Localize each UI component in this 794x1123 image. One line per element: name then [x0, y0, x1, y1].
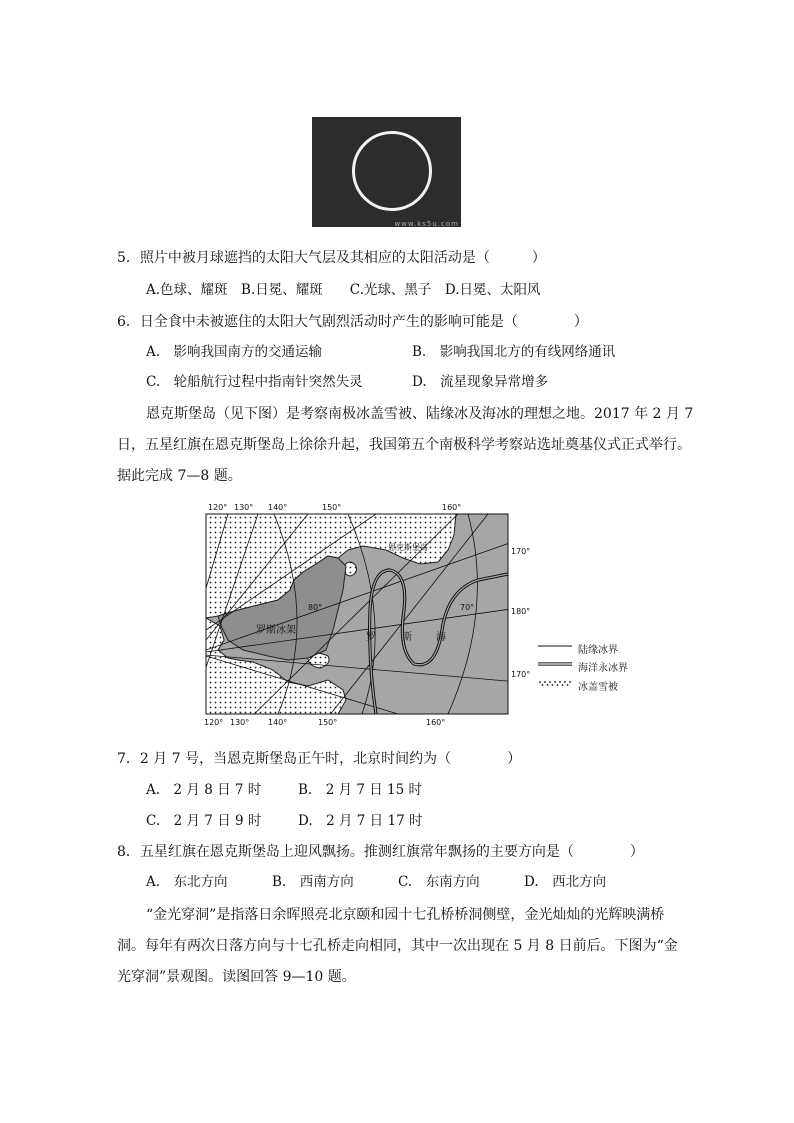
- q6-option-b: B. 影响我国北方的有线网络通讯: [412, 344, 616, 360]
- top-label-1: 120°: [208, 503, 228, 512]
- q6-stem: 6．日全食中未被遮住的太阳大气剧烈活动时产生的影响可能是（ ）: [117, 314, 588, 330]
- top-label-4: 150°: [322, 503, 342, 512]
- q8-option-c: C. 东南方向: [398, 874, 480, 890]
- top-label-5: 160°: [442, 503, 462, 512]
- ice-shelf-label: 罗斯冰架: [256, 625, 296, 636]
- q7-option-b: B. 2 月 7 日 15 时: [298, 782, 423, 798]
- q7-option-d: D. 2 月 7 日 17 时: [298, 813, 423, 829]
- sea-label-1: 罗: [366, 632, 376, 643]
- q8-option-a: A. 东北方向: [146, 874, 228, 890]
- top-label-3: 140°: [268, 503, 288, 512]
- q7-stem: 7．2 月 7 号，当恩克斯堡岛正午时，北京时间约为（ ）: [117, 751, 522, 767]
- q8-stem: 8．五星红旗在恩克斯堡岛上迎风飘扬。推测红旗常年飘扬的主要方向是（ ）: [117, 844, 644, 860]
- q5-stem: 5．照片中被月球遮挡的太阳大气层及其相应的太阳活动是（ ）: [117, 250, 546, 266]
- bottom-label-1: 120°: [204, 718, 224, 727]
- right-label-1: 170°: [511, 547, 530, 556]
- legend-permanent-ice: 海洋永冰界: [578, 663, 628, 674]
- top-label-2: 130°: [234, 503, 254, 512]
- intro910-line3: 光穿洞”景观图。读图回答 9—10 题。: [117, 969, 356, 985]
- q5-options: A.色球、耀斑 B.日冕、耀斑 C.光球、黑子 D.日冕、太阳风: [146, 282, 541, 298]
- island-label: 恩克斯堡岛: [388, 543, 428, 552]
- q8-option-b: B. 西南方向: [272, 874, 354, 890]
- eclipse-photo: [312, 117, 461, 227]
- right-label-3: 170°: [511, 670, 530, 679]
- q6-option-d: D. 流星现象异常增多: [412, 374, 549, 390]
- legend-symbols: [536, 640, 576, 690]
- lat-label-70: 70°: [460, 603, 475, 612]
- bottom-label-5: 160°: [426, 718, 446, 727]
- intro78-line2: 日，五星红旗在恩克斯堡岛上徐徐升起，我国第五个南极科学考察站选址奠基仪式正式举行。: [117, 437, 691, 453]
- lat-label-80: 80°: [308, 603, 323, 612]
- legend-coastal-ice: 陆缘冰界: [578, 645, 618, 656]
- sea-label-2: 斯: [402, 632, 412, 643]
- legend-ice-cover: 冰盖雪被: [578, 682, 618, 693]
- q7-option-a: A. 2 月 8 日 7 时: [146, 782, 262, 798]
- intro78-line1: 恩克斯堡岛（见下图）是考察南极冰盖雪被、陆缘冰及海冰的理想之地。2017 年 2 月 7: [146, 406, 694, 422]
- bottom-label-3: 140°: [268, 718, 288, 727]
- sea-label-3: 海: [436, 632, 446, 643]
- q7-option-c: C. 2 月 7 日 9 时: [146, 813, 262, 829]
- right-label-2: 180°: [511, 607, 530, 616]
- corona-ring: [352, 131, 432, 211]
- q6-option-a: A. 影响我国南方的交通运输: [146, 344, 323, 360]
- ice-cover-symbol: [539, 681, 571, 686]
- bottom-label-4: 150°: [318, 718, 338, 727]
- q8-option-d: D. 西北方向: [524, 874, 607, 890]
- bottom-label-2: 130°: [230, 718, 250, 727]
- intro910-line1: “金光穿洞”是指落日余晖照亮北京颐和园十七孔桥桥洞侧壁，金光灿灿的光辉映满桥: [146, 907, 665, 923]
- intro78-line3: 据此完成 7—8 题。: [117, 468, 242, 484]
- antarctic-map: [198, 500, 530, 730]
- watermark: www.ks5u.com: [394, 220, 459, 228]
- intro910-line2: 洞。每年有两次日落方向与十七孔桥走向相同，其中一次出现在 5 月 8 日前后。下图为“金: [117, 938, 678, 954]
- q6-option-c: C. 轮船航行过程中指南针突然失灵: [146, 374, 363, 390]
